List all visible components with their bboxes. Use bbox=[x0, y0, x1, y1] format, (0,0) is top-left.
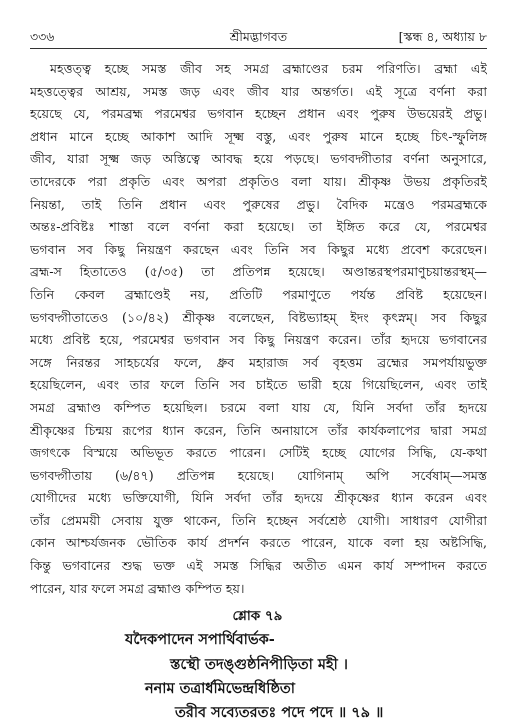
text-line: তিনি কেবল ব্রহ্মাণ্ডেই নয়, প্রতিটি পরমাণুতে পর্যন্ত প্রবিষ্ট হয়েছেন। bbox=[30, 286, 487, 302]
text-line: জীব, যারা সূক্ষ্ম জড় অস্তিত্বে আবদ্ধ হয়ে পড়ছে। ভগবদ্গীতার বর্ণনা অনুসারে, bbox=[30, 151, 487, 167]
verse-number: শ্লোক ৭৯ bbox=[232, 608, 283, 624]
text-line: সমগ্র ব্রহ্মাণ্ড কম্পিত হয়েছিল। চরমে বলা যায় যে, যিনি সর্বদা তাঁর হৃদয়ে bbox=[30, 399, 487, 415]
text-line: প্রধান মানে হচ্ছে আকাশ আদি সূক্ষ্ম বস্তু, এবং পুরুষ মানে হচ্ছে চিৎ-স্ফুলিঙ্গ bbox=[30, 128, 487, 144]
text-line: মহত্তত্ত্বের আশ্রয়, সমস্ত জড় এবং জীব যার অন্তর্গত। এই সূত্রে বর্ণনা করা bbox=[30, 83, 487, 99]
text-line: মহত্তত্ত্ব হচ্ছে সমস্ত জীব সহ সমগ্র ব্রহ্মাণ্ডের চরম পরিণতি। ব্রহ্মা এই bbox=[50, 61, 487, 76]
text-line: জগৎকে বিস্ময়ে অভিভূত করতে পারেন। সেটিই হচ্ছে যোগের সিদ্ধি, যে-কথা bbox=[30, 445, 487, 461]
text-line: মধ্যে প্রবিষ্ট হয়ে, পরমেশ্বর ভগবান সব কিছু নিয়ন্ত্রণ করেন। তাঁর হৃদয়ে ভগবানের bbox=[30, 332, 487, 348]
verse-line: যদৈকপাদেন সপার্থিবার্ভক- bbox=[125, 631, 275, 648]
purport-text bbox=[30, 58, 487, 600]
verse-line: তরীব সব্যেতরতঃ পদে পদে ॥ ৭৯ ॥ bbox=[175, 704, 384, 721]
verse-line: স্তস্থৌ তদঙ্গুষ্ঠনিপীড়িতা মহী । bbox=[170, 656, 348, 673]
page-number: ৩৩৬ bbox=[30, 29, 55, 44]
text-line: ভগবদ্গীতাতেও (১০/৪২) শ্রীকৃষ্ণ বলেছেন, বিষ্টভ্যাহম্ ইদং কৃৎস্নম্। সব কিছুর bbox=[30, 309, 487, 325]
header-divider bbox=[30, 48, 487, 49]
text-line: অন্তঃ-প্রবিষ্টঃ শাস্তা বলে বর্ণনা করা হয়েছে। তা ইঙ্গিত করে যে, পরমেশ্বর bbox=[30, 219, 487, 235]
text-line: পারেন, যার ফলে সমগ্র ব্রহ্মাণ্ড কম্পিত হয়। bbox=[30, 580, 245, 596]
text-line: শ্রীকৃষ্ণের চিন্ময় রূপের ধ্যান করেন, তিনি অনায়াসে তাঁর কার্যকলাপের দ্বারা সমগ্র bbox=[30, 422, 487, 438]
text-line: ভগবদ্গীতায় (৬/৪৭) প্রতিপন্ন হয়েছে। যোগিনাম্ অপি সর্বেষাম্—সমস্ত bbox=[30, 467, 487, 483]
page-header bbox=[30, 27, 487, 47]
text-line: হয়েছিলেন, এবং তার ফলে তিনি সব চাইতে ভারী হয়ে গিয়েছিলেন, এবং তাই bbox=[30, 377, 487, 393]
text-line: হয়েছে যে, পরমব্রহ্ম পরমেশ্বর ভগবান হচ্ছেন প্রধান এবং পুরুষ উভয়েরই প্রভু। bbox=[30, 106, 487, 122]
book-title: শ্রীমদ্ভাগবত bbox=[229, 29, 288, 44]
text-line: তাদেরকে পরা প্রকৃতি এবং অপরা প্রকৃতিও বলা যায়। শ্রীকৃষ্ণ উভয় প্রকৃতিরই bbox=[30, 173, 487, 189]
chapter-reference: [স্কন্ধ ৪, অধ্যায় ৮ bbox=[398, 29, 487, 44]
verse-line: ননাম তত্রার্ধমিভেন্দ্রধিষ্ঠিতা bbox=[145, 680, 295, 697]
text-line: তাঁর প্রেমময়ী সেবায় যুক্ত থাকেন, তিনি হচ্ছেন সর্বশ্রেষ্ঠ যোগী। সাধারণ যোগীরা bbox=[30, 512, 487, 528]
text-line: নিয়ন্তা, তাই তিনি প্রধান এবং পুরুষের প্রভু। বৈদিক মন্ত্রেও পরমব্রহ্মকে bbox=[30, 196, 487, 212]
text-line: সঙ্গে নিরন্তর সাহচর্যের ফলে, ধ্রুব মহারাজ সর্ব বৃহত্তম ব্রহ্মের সমপর্যায়ভুক্ত bbox=[30, 354, 487, 370]
text-line: ব্রহ্ম-স হিতাতেও (৫/৩৫) তা প্রতিপন্ন হয়েছে। অণ্ডান্তরস্থপরমাণুচয়ান্তরস্থম্— bbox=[30, 264, 487, 280]
text-line: কোন আশ্চর্যজনক ভৌতিক কার্য প্রদর্শন করতে পারেন, যাকে বলা হয় অষ্টসিদ্ধি, bbox=[30, 535, 487, 551]
text-line: ভগবান সব কিছু নিয়ন্ত্রণ করছেন এবং তিনি সব কিছুর মধ্যে প্রবেশ করেছেন। bbox=[30, 241, 487, 257]
text-line: কিন্তু ভগবানের শুদ্ধ ভক্ত এই সমস্ত সিদ্ধির অতীত এমন কার্য সম্পাদন করতে bbox=[30, 558, 487, 574]
text-line: যোগীদের মধ্যে ভক্তিযোগী, যিনি সর্বদা তাঁর হৃদয়ে শ্রীকৃষ্ণের ধ্যান করেন এবং bbox=[30, 490, 487, 506]
